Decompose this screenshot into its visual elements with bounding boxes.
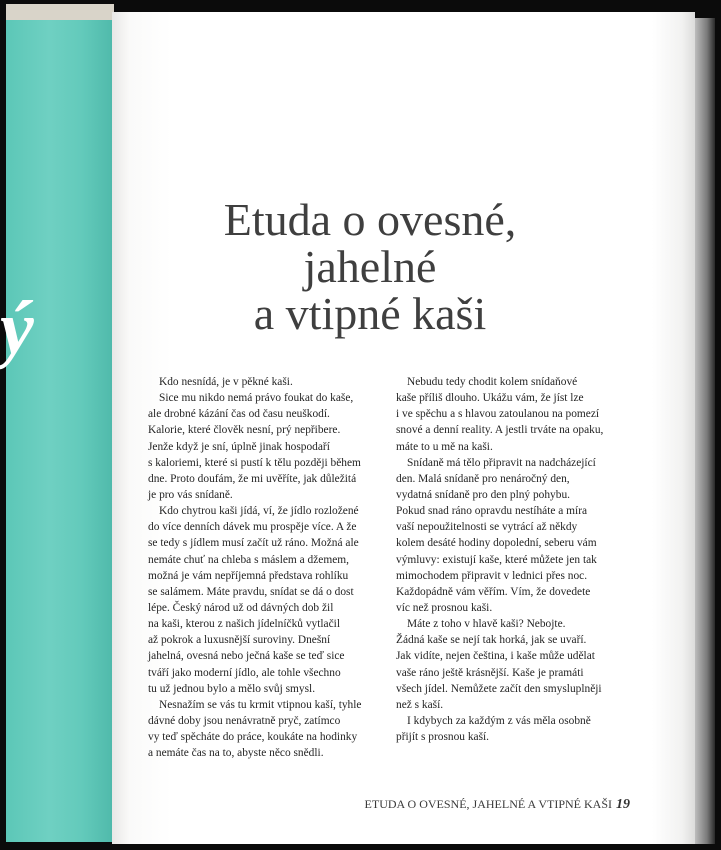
text-line: Máte z toho v hlavě kaši? Nebojte. — [407, 618, 566, 631]
text-line: přijít s prosnou kaší. — [396, 731, 490, 744]
text-line: je pro vás snídaně. — [148, 488, 233, 501]
text-line: kolem desáté hodiny dopolední, seberu vám — [396, 537, 597, 550]
page-footer — [360, 797, 630, 813]
page-number: 19 — [616, 797, 630, 812]
text-line: dne. Proto doufám, že mi uvěříte, jak důležitá — [148, 472, 357, 485]
text-line: i ve spěchu a s hlavou zatoulanou na pomezí — [396, 408, 600, 421]
text-line: ale drobné kázání čas od času neuškodí. — [148, 408, 330, 421]
right-text-column — [396, 374, 622, 745]
cover-lettering — [0, 286, 36, 370]
text-line: Kdo nesnídá, je v pěkné kaši. — [159, 376, 293, 388]
text-line: lépe. Český národ už od dávných dob žil — [148, 601, 334, 614]
text-line: Jenže když je sní, úplně jinak hospodaří — [148, 440, 330, 453]
text-line: den. Malá snídaně pro nenáročný den, — [396, 472, 570, 485]
running-head: ETUDA O OVESNÉ, JAHELNÉ A VTIPNÉ KAŠI — [364, 797, 612, 811]
text-line: na kaši, kterou z našich jídelníčků vytlačil — [148, 618, 341, 631]
text-line: se tedy s jídlem musí začít už ráno. Možná ale — [148, 537, 359, 550]
text-line: všech jídel. Nemůžete začít den smysluplněji — [396, 682, 602, 695]
text-line: máte to u mě na kaši. — [396, 440, 493, 453]
text-line: vy teď spěcháte do práce, koukáte na hodinky — [148, 731, 358, 744]
text-line: vaše ráno ještě krásnější. Kaše je pramáti — [396, 666, 584, 679]
text-line: vaší nepoužitelnosti se vytrácí až někdy — [396, 521, 578, 534]
text-line: než s kaší. — [396, 698, 444, 711]
text-line: Nebudu tedy chodit kolem snídaňové — [407, 376, 578, 388]
chapter-title — [160, 196, 580, 337]
text-line: tváří jako moderní jídlo, ale tohle všechno — [148, 666, 341, 679]
left-text-column — [148, 374, 370, 761]
text-line: Sice mu nikdo nemá právo foukat do kaše, — [159, 392, 354, 405]
text-line: s kaloriemi, které si pustí k tělu později během — [148, 456, 361, 469]
page-gutter-shadow — [695, 18, 715, 844]
text-line: vydatná snídaně pro den plný pohybu. — [396, 488, 570, 501]
text-line: Kdo chytrou kaši jídá, ví, že jídlo rozložené — [159, 505, 359, 518]
text-line: tu už jednou bylo a mělo svůj smysl. — [148, 682, 316, 695]
text-line: do více denních dávek mu prospěje více. A že — [148, 521, 357, 534]
text-line: Žádná kaše se nejí tak horká, jak se uvaří. — [396, 634, 587, 647]
text-line: Kalorie, které člověk nesní, prý nepřibere. — [148, 424, 341, 437]
text-line: výmluvy: existují kaše, které můžete jen tak — [396, 553, 597, 566]
text-line: I kdybych za každým z vás měla osobně — [407, 714, 591, 727]
text-line: jahelná, ovesná nebo ječná kaše se teď sice — [148, 650, 345, 663]
text-line: možná je vám nepříjemná představa rohlíku — [148, 569, 349, 582]
text-line: až pokrok a luxusnější suroviny. Dnešní — [148, 634, 331, 647]
text-line: nemáte chuť na chleba s máslem a džemem, — [148, 553, 349, 566]
text-line: se salámem. Máte pravdu, snídat se dá o dost — [148, 585, 354, 598]
text-line: Jak vidíte, nejen čeština, i kaše může udělat — [396, 650, 595, 663]
text-line: víc než prosnou kaši. — [396, 601, 493, 614]
cover-letter: ý — [0, 286, 34, 370]
adjacent-page-edge — [6, 4, 114, 20]
text-line: dávné doby jsou nenávratně pryč, zatímco — [148, 714, 341, 727]
text-line: Snídaně má tělo připravit na nadcházející — [407, 456, 596, 469]
title-line-2: jahelné — [303, 241, 437, 292]
text-line: kaše příliš dlouho. Ukážu vám, že jíst lze — [396, 392, 584, 405]
text-line: Pokud snad ráno opravdu nestíháte a míra — [396, 505, 588, 518]
text-line: a nemáte čas na to, abyste něco snědli. — [148, 747, 324, 760]
text-line: Každopádně vám věřím. Vím, že dovedete — [396, 585, 591, 598]
title-line-1: Etuda o ovesné, — [223, 194, 517, 245]
title-line-3: a vtipné kaši — [253, 288, 487, 339]
text-line: Nesnažím se vás tu krmit vtipnou kaší, tyhle — [159, 698, 362, 711]
text-line: mimochodem připravit v lednici přes noc. — [396, 569, 588, 582]
text-line: snové a denní reality. A jestli trváte na opaku, — [396, 424, 604, 437]
cover-strip — [6, 20, 114, 842]
